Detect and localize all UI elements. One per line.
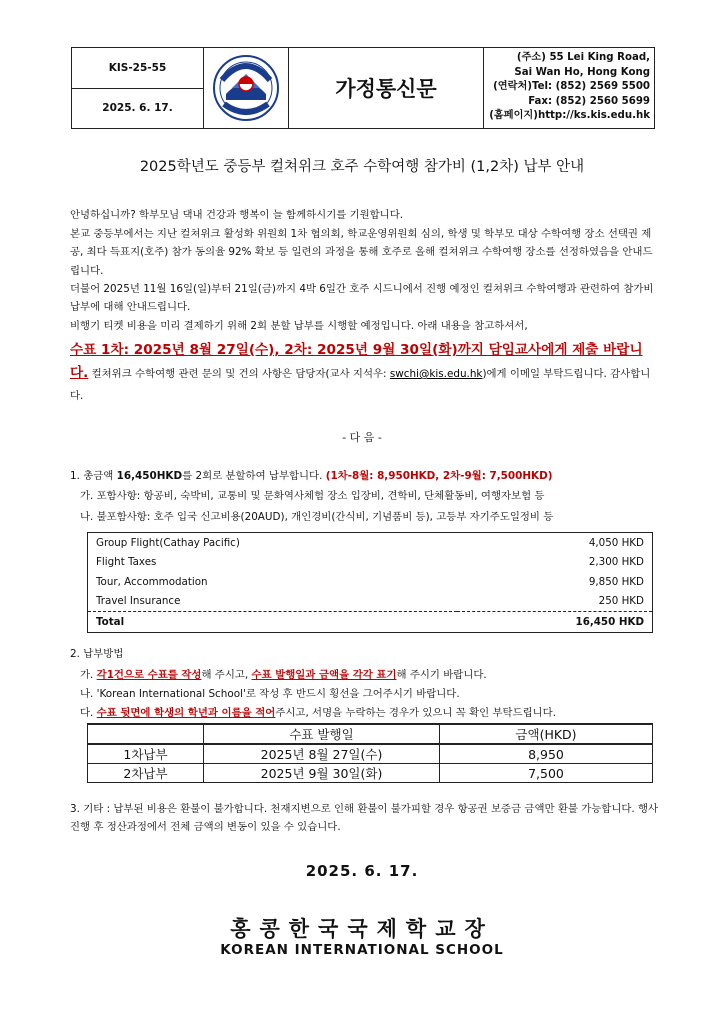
payment-intro: 비행기 티켓 비용을 미리 결제하기 위해 2회 분할 납부를 시행할 예정입니다. 아래 내용을 참고하셔서, bbox=[70, 320, 528, 332]
website: (홈페이지)http://ks.kis.edu.hk bbox=[489, 110, 650, 122]
deadline-highlight: 수표 1차: 2025년 8월 27일(수), 2차: 2025년 9월 30일(화)까지 담임교사에게 제출 바랍니다. bbox=[70, 342, 643, 381]
intro-paragraph: 본교 중등부에서는 지난 컬쳐위크 활성화 위원회 1차 협의회, 학교운영위원회 심의, 학생 및 학부모 대상 수학여행 장소 선택권 제공, 최다 득표지(호주) 참가 동의율 92% 확보 등 일련의 과정을 통해 호주로 올해 컬쳐위크 수학여행 장소를 선정하였음을 안내드립니다. bbox=[70, 228, 653, 277]
cost-amount: 250 HKD bbox=[598, 595, 644, 608]
contact-email-link[interactable]: swchi@kis.edu.hk bbox=[389, 368, 483, 380]
school-logo bbox=[204, 48, 289, 128]
cost-amount: 9,850 HKD bbox=[588, 575, 644, 588]
excluded-items: 나. 불포함사항: 호주 입국 신고비용(20AUD), 개인경비(간식비, 기념품비 등), 고등부 자기주도일정비 등 bbox=[80, 511, 554, 523]
cost-breakdown-table bbox=[87, 532, 653, 633]
installment-label: 2차납부 bbox=[88, 764, 204, 783]
school-emblem-icon bbox=[212, 54, 280, 122]
installment-amounts: (1차-8월: 8,950HKD, 2차-9월: 7,500HKD) bbox=[325, 470, 553, 482]
table-row bbox=[88, 764, 653, 783]
table-row bbox=[88, 592, 653, 612]
payment-method-na: 나. 'Korean International School'로 작성 후 반드시 횡선을 그어주시기 바랍니다. bbox=[80, 688, 460, 700]
letterhead bbox=[71, 47, 655, 129]
cost-amount: 2,300 HKD bbox=[588, 556, 644, 569]
included-items: 가. 포함사항: 항공비, 숙박비, 교통비 및 문화역사체험 장소 입장비, 견학비, 단체활동비, 여행자보험 등 bbox=[80, 490, 545, 502]
school-contact bbox=[484, 48, 654, 128]
total-row bbox=[88, 612, 653, 633]
check-amount: 8,950 bbox=[440, 744, 653, 764]
cost-item: Group Flight(Cathay Pacific) bbox=[96, 536, 240, 549]
pay-header-date: 수표 발행일 bbox=[204, 724, 440, 744]
total-amount: 16,450HKD bbox=[116, 470, 183, 482]
check-amount: 7,500 bbox=[440, 764, 653, 783]
fax: Fax: (852) 2560 5699 bbox=[528, 95, 650, 107]
address-line-1: (주소) 55 Lei King Road, bbox=[516, 52, 650, 63]
document-title: 2025학년도 중등부 컬쳐위크 호주 수학여행 참가비 (1,2차) 납부 안내 bbox=[139, 159, 585, 175]
cost-item: Flight Taxes bbox=[96, 556, 157, 569]
school-name-english: KOREAN INTERNATIONAL SCHOOL bbox=[220, 942, 504, 958]
table-row bbox=[88, 744, 653, 764]
letterhead-meta bbox=[72, 48, 204, 128]
table-row bbox=[88, 572, 653, 592]
footer-date: 2025. 6. 17. bbox=[305, 862, 419, 880]
payment-method-heading: 2. 납부방법 bbox=[70, 648, 124, 660]
greeting: 안녕하십니까? 학부모님 댁내 건강과 행복이 늘 함께하시기를 기원합니다. bbox=[70, 209, 404, 221]
cost-item: Tour, Accommodation bbox=[96, 575, 208, 588]
total-amount-line: 1. 총금액 16,450HKD를 2회로 분할하여 납부합니다. (1차-8월: 8,950HKD, 2차-9월: 7,500HKD) bbox=[70, 470, 553, 482]
cost-item: Travel Insurance bbox=[96, 595, 181, 608]
payment-schedule-table bbox=[87, 723, 653, 783]
check-date: 2025년 9월 30일(화) bbox=[204, 764, 440, 783]
cost-amount: 4,050 HKD bbox=[588, 536, 644, 549]
cost-item: Total bbox=[88, 612, 457, 633]
table-row bbox=[88, 553, 653, 573]
deadline-paragraph: 수표 1차: 2025년 8월 27일(수), 2차: 2025년 9월 30일(화)까지 담임교사에게 제출 바랍니다. 컬쳐위크 수학여행 관련 문의 및 건의 사항은 담당자(교사 지석우: swchi@kis.edu.hk)에게 이메일 부탁드립니다. 감사합니다. bbox=[70, 342, 651, 402]
pay-header-blank bbox=[88, 724, 204, 744]
section-marker: - 다 음 - bbox=[342, 431, 382, 444]
other-notes: 3. 기타 : 납부된 비용은 환불이 불가합니다. 천재지변으로 인해 환불이 불가피할 경우 항공권 보증금 금액만 환불 가능합니다. 행사 진행 후 정산과정에서 전체 금액의 변동이 있을 수 있습니다. bbox=[70, 803, 659, 834]
document-number: KIS-25-55 bbox=[72, 48, 203, 89]
payment-method-da: 다. 수표 뒷면에 학생의 학년과 이름을 적어주시고, 서명을 누락하는 경우가 있으니 꼭 확인 부탁드립니다. bbox=[80, 707, 557, 719]
check-date: 2025년 8월 27일(수) bbox=[204, 744, 440, 764]
cost-amount: 16,450 HKD bbox=[457, 612, 653, 633]
pay-header-amount: 금액(HKD) bbox=[440, 724, 653, 744]
telephone: (연락처)Tel: (852) 2569 5500 bbox=[493, 81, 650, 93]
issue-date: 2025. 6. 17. bbox=[102, 102, 173, 115]
installment-label: 1차납부 bbox=[88, 744, 204, 764]
table-row bbox=[88, 533, 653, 553]
school-principal-signature: 홍콩한국국제학교장 bbox=[230, 917, 494, 941]
document-type-title: 가정통신문 bbox=[289, 48, 484, 128]
schedule-paragraph: 더불어 2025년 11월 16일(일)부터 21일(금)까지 4박 6일간 호주 시드니에서 진행 예정인 컬쳐위크 수학여행과 관련하여 참가비 납부에 대해 안내드립니다. bbox=[70, 283, 654, 314]
address-line-2: Sai Wan Ho, Hong Kong bbox=[514, 66, 650, 78]
payment-method-ga: 가. 각1건으로 수표를 작성해 주시고, 수표 발행일과 금액을 각각 표기해 주시기 바랍니다. bbox=[80, 669, 487, 681]
